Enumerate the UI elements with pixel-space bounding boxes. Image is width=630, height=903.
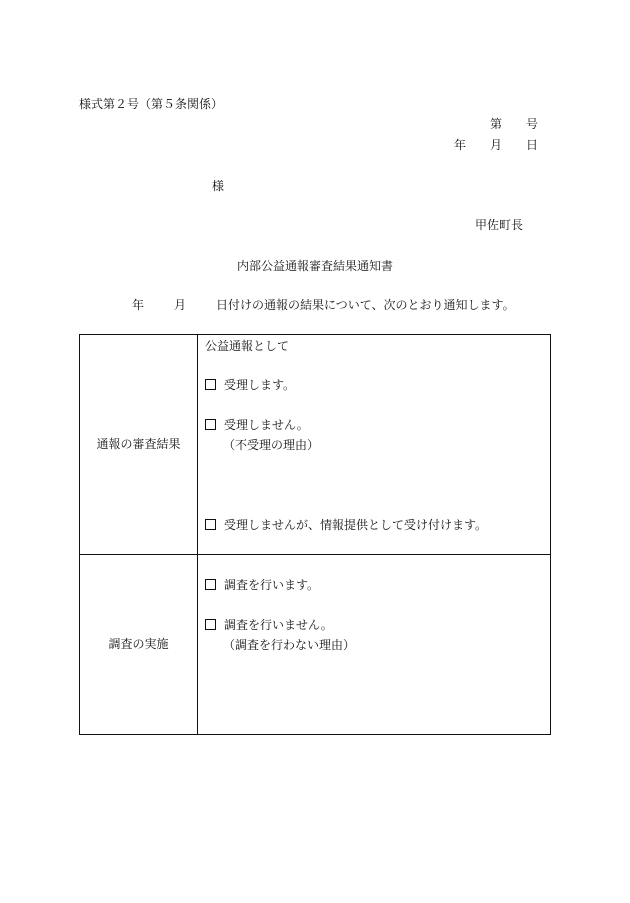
recipient-honorific: 様 bbox=[212, 179, 225, 193]
option-no-investigation[interactable] bbox=[205, 618, 333, 632]
date-month-label: 月 bbox=[489, 138, 502, 152]
investigate-checkbox[interactable] bbox=[205, 579, 216, 590]
option-reject[interactable] bbox=[205, 418, 309, 432]
issue-date-line bbox=[454, 138, 538, 152]
review-result-content bbox=[198, 335, 551, 555]
review-heading: 公益通報として bbox=[205, 339, 290, 353]
date-year-label: 年 bbox=[453, 138, 466, 152]
no-investigation-checkbox[interactable] bbox=[205, 619, 216, 630]
review-result-label: 通報の審査結果 bbox=[80, 335, 198, 555]
info-receipt-checkbox[interactable] bbox=[205, 519, 216, 530]
issuer-name: 甲佐町長 bbox=[474, 218, 523, 232]
option-investigate[interactable] bbox=[205, 578, 319, 592]
reject-reason-label: （不受理の理由） bbox=[223, 438, 320, 452]
investigation-row bbox=[80, 555, 551, 735]
reject-checkbox[interactable] bbox=[205, 419, 216, 430]
accept-checkbox[interactable] bbox=[205, 379, 216, 390]
option-info-receipt[interactable] bbox=[205, 518, 487, 532]
date-day-label: 日 bbox=[525, 138, 538, 152]
investigation-content bbox=[198, 555, 551, 735]
intro-year-label: 年 bbox=[132, 298, 145, 312]
document-number-prefix: 第 bbox=[489, 117, 502, 131]
intro-sentence bbox=[132, 298, 515, 312]
no-investigation-label: 調査を行いません。 bbox=[224, 618, 333, 632]
document-title: 内部公益通報審査結果通知書 bbox=[236, 259, 393, 273]
review-result-row bbox=[80, 335, 551, 555]
option-accept[interactable] bbox=[205, 378, 295, 392]
form-number: 様式第２号（第５条関係） bbox=[79, 97, 224, 111]
no-investigation-reason-label: （調査を行わない理由） bbox=[223, 638, 356, 652]
accept-label: 受理します。 bbox=[224, 378, 296, 392]
intro-month-label: 月 bbox=[174, 298, 187, 312]
intro-text: 日付けの通報の結果について、次のとおり通知します。 bbox=[216, 298, 515, 312]
document-number-line bbox=[490, 117, 538, 131]
document-number-suffix: 号 bbox=[525, 117, 538, 131]
result-table bbox=[79, 334, 551, 735]
info-receipt-label: 受理しませんが、情報提供として受け付けます。 bbox=[224, 518, 488, 532]
investigate-label: 調査を行います。 bbox=[224, 578, 320, 592]
investigation-label: 調査の実施 bbox=[80, 555, 198, 735]
reject-label: 受理しません。 bbox=[224, 418, 309, 432]
